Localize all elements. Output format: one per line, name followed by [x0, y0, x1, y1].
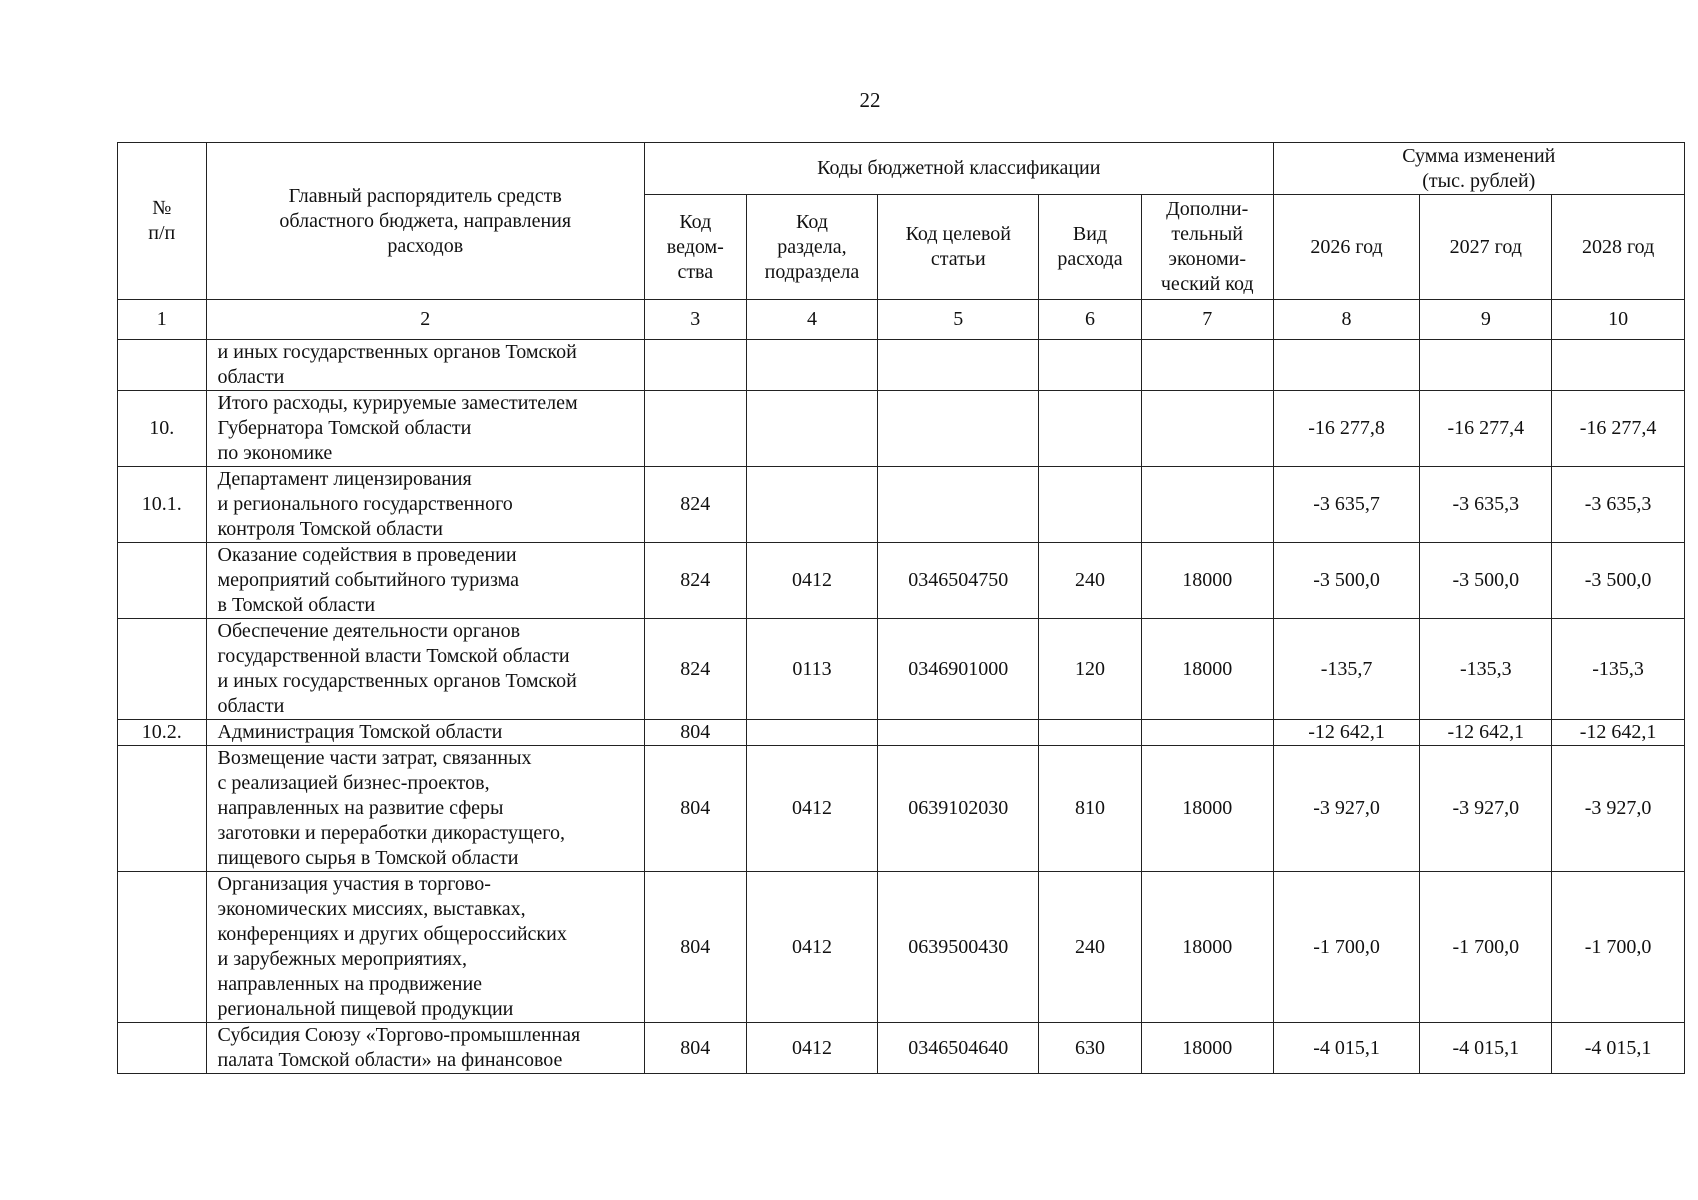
extra-economic-code	[1141, 467, 1273, 543]
column-number-2: 2	[206, 300, 645, 340]
expense-type	[1039, 391, 1142, 467]
description-line: направленных на продвижение	[217, 973, 483, 995]
section-code	[746, 391, 878, 467]
section-code	[746, 340, 878, 391]
description-line: и иных государственных органов Томской	[217, 341, 577, 363]
row-description	[206, 619, 645, 720]
amount-2027: -4 015,1	[1420, 1023, 1552, 1074]
extra-economic-code: 18000	[1141, 872, 1273, 1023]
description-line: Департамент лицензирования	[217, 468, 472, 490]
amount-2028	[1552, 340, 1685, 391]
section-code: 0412	[746, 543, 878, 619]
amount-2027: -3 927,0	[1420, 746, 1552, 872]
header-section-code: Код раздела, подраздела	[746, 195, 878, 300]
target-code	[878, 391, 1039, 467]
row-number: 10.2.	[118, 720, 207, 746]
row-description	[206, 340, 645, 391]
amount-2028: -4 015,1	[1552, 1023, 1685, 1074]
description-line: палата Томской области» на финансовое	[217, 1049, 563, 1071]
target-code: 0346901000	[878, 619, 1039, 720]
section-code	[746, 720, 878, 746]
dept-code: 824	[645, 619, 747, 720]
description-line: Обеспечение деятельности органов	[217, 620, 521, 642]
table-row	[118, 467, 1685, 543]
amount-2027: -3 500,0	[1420, 543, 1552, 619]
header-sum-group: Сумма изменений (тыс. рублей)	[1273, 143, 1684, 195]
target-code: 0639500430	[878, 872, 1039, 1023]
description-line: государственной власти Томской области	[217, 645, 570, 667]
amount-2026: -4 015,1	[1273, 1023, 1420, 1074]
section-code	[746, 467, 878, 543]
expense-type	[1039, 720, 1142, 746]
dept-code: 804	[645, 720, 747, 746]
table-row	[118, 391, 1685, 467]
amount-2026: -3 500,0	[1273, 543, 1420, 619]
row-description	[206, 467, 645, 543]
row-description	[206, 720, 645, 746]
target-code	[878, 467, 1039, 543]
row-number	[118, 340, 207, 391]
dept-code	[645, 340, 747, 391]
table-row	[118, 619, 1685, 720]
dept-code: 804	[645, 1023, 747, 1074]
extra-economic-code: 18000	[1141, 746, 1273, 872]
section-code: 0412	[746, 746, 878, 872]
description-line: области	[217, 695, 285, 717]
header-target-code: Код целевой статьи	[878, 195, 1039, 300]
amount-2028: -3 500,0	[1552, 543, 1685, 619]
description-line: и иных государственных органов Томской	[217, 670, 577, 692]
description-line: экономических миссиях, выставках,	[217, 898, 526, 920]
header-expense-type: Вид расхода	[1039, 195, 1142, 300]
row-description	[206, 543, 645, 619]
row-description	[206, 391, 645, 467]
description-line: Итого расходы, курируемые заместителем	[217, 392, 578, 414]
amount-2026: -12 642,1	[1273, 720, 1420, 746]
expense-type: 240	[1039, 543, 1142, 619]
table-row	[118, 746, 1685, 872]
target-code: 0346504750	[878, 543, 1039, 619]
table-body	[118, 340, 1685, 1074]
expense-type	[1039, 340, 1142, 391]
header-codes-group: Коды бюджетной классификации	[645, 143, 1274, 195]
dept-code: 804	[645, 872, 747, 1023]
description-line: Администрация Томской области	[217, 721, 503, 743]
expense-type	[1039, 467, 1142, 543]
amount-2028: -3 927,0	[1552, 746, 1685, 872]
description-line: и зарубежных мероприятиях,	[217, 948, 467, 970]
header-year-2027: 2027 год	[1420, 195, 1552, 300]
column-number-1: 1	[118, 300, 207, 340]
header-description: Главный распорядитель средств областного бюджета, направления расходов	[206, 143, 645, 300]
description-line: Губернатора Томской области	[217, 417, 472, 439]
description-line: Возмещение части затрат, связанных	[217, 747, 532, 769]
dept-code: 824	[645, 543, 747, 619]
amount-2027: -1 700,0	[1420, 872, 1552, 1023]
header-extra-economic-code: Дополни- тельный экономи- ческий код	[1141, 195, 1273, 300]
expense-type: 810	[1039, 746, 1142, 872]
budget-changes-table	[117, 142, 1685, 1074]
expense-type: 240	[1039, 872, 1142, 1023]
row-number	[118, 619, 207, 720]
description-line: Организация участия в торгово-	[217, 873, 491, 895]
extra-economic-code: 18000	[1141, 619, 1273, 720]
section-code: 0412	[746, 872, 878, 1023]
table-row	[118, 543, 1685, 619]
description-line: Оказание содействия в проведении	[217, 544, 517, 566]
column-number-10: 10	[1552, 300, 1685, 340]
description-line: по экономике	[217, 442, 333, 464]
page-number: 22	[859, 88, 881, 112]
extra-economic-code	[1141, 340, 1273, 391]
dept-code: 824	[645, 467, 747, 543]
row-number: 10.1.	[118, 467, 207, 543]
amount-2026: -3 635,7	[1273, 467, 1420, 543]
amount-2028: -1 700,0	[1552, 872, 1685, 1023]
description-line: и регионального государственного	[217, 493, 513, 515]
row-description	[206, 872, 645, 1023]
description-line: в Томской области	[217, 594, 376, 616]
header-year-2028: 2028 год	[1552, 195, 1685, 300]
extra-economic-code	[1141, 720, 1273, 746]
table-row	[118, 720, 1685, 746]
description-line: конференциях и других общероссийских	[217, 923, 567, 945]
column-number-9: 9	[1420, 300, 1552, 340]
amount-2026: -16 277,8	[1273, 391, 1420, 467]
amount-2027: -3 635,3	[1420, 467, 1552, 543]
column-number-7: 7	[1141, 300, 1273, 340]
amount-2026: -3 927,0	[1273, 746, 1420, 872]
amount-2028: -3 635,3	[1552, 467, 1685, 543]
amount-2026: -135,7	[1273, 619, 1420, 720]
description-line: направленных на развитие сферы	[217, 797, 504, 819]
row-number	[118, 543, 207, 619]
row-description	[206, 746, 645, 872]
row-description	[206, 1023, 645, 1074]
description-line: Субсидия Союзу «Торгово-промышленная	[217, 1024, 581, 1046]
dept-code: 804	[645, 746, 747, 872]
dept-code	[645, 391, 747, 467]
extra-economic-code: 18000	[1141, 1023, 1273, 1074]
amount-2028: -135,3	[1552, 619, 1685, 720]
description-line: области	[217, 366, 285, 388]
amount-2028: -16 277,4	[1552, 391, 1685, 467]
target-code	[878, 340, 1039, 391]
table-row	[118, 340, 1685, 391]
table-row	[118, 1023, 1685, 1074]
expense-type: 120	[1039, 619, 1142, 720]
column-number-4: 4	[746, 300, 878, 340]
amount-2027: -135,3	[1420, 619, 1552, 720]
extra-economic-code: 18000	[1141, 543, 1273, 619]
row-number: 10.	[118, 391, 207, 467]
amount-2027	[1420, 340, 1552, 391]
amount-2027: -12 642,1	[1420, 720, 1552, 746]
description-line: заготовки и переработки дикорастущего,	[217, 822, 565, 844]
target-code: 0639102030	[878, 746, 1039, 872]
section-code: 0113	[746, 619, 878, 720]
row-number	[118, 872, 207, 1023]
column-number-6: 6	[1039, 300, 1142, 340]
amount-2026: -1 700,0	[1273, 872, 1420, 1023]
target-code: 0346504640	[878, 1023, 1039, 1074]
description-line: пищевого сырья в Томской области	[217, 847, 519, 869]
description-line: региональной пищевой продукции	[217, 998, 514, 1020]
section-code: 0412	[746, 1023, 878, 1074]
description-line: с реализацией бизнес-проектов,	[217, 772, 490, 794]
column-number-5: 5	[878, 300, 1039, 340]
extra-economic-code	[1141, 391, 1273, 467]
description-line: контроля Томской области	[217, 518, 443, 540]
header-year-2026: 2026 год	[1273, 195, 1420, 300]
table-row	[118, 872, 1685, 1023]
row-number	[118, 746, 207, 872]
amount-2028: -12 642,1	[1552, 720, 1685, 746]
header-dept-code: Код ведом- ства	[645, 195, 747, 300]
row-number	[118, 1023, 207, 1074]
column-number-8: 8	[1273, 300, 1420, 340]
description-line: мероприятий событийного туризма	[217, 569, 520, 591]
expense-type: 630	[1039, 1023, 1142, 1074]
amount-2027: -16 277,4	[1420, 391, 1552, 467]
target-code	[878, 720, 1039, 746]
amount-2026	[1273, 340, 1420, 391]
column-number-3: 3	[645, 300, 747, 340]
header-number: № п/п	[118, 143, 207, 300]
